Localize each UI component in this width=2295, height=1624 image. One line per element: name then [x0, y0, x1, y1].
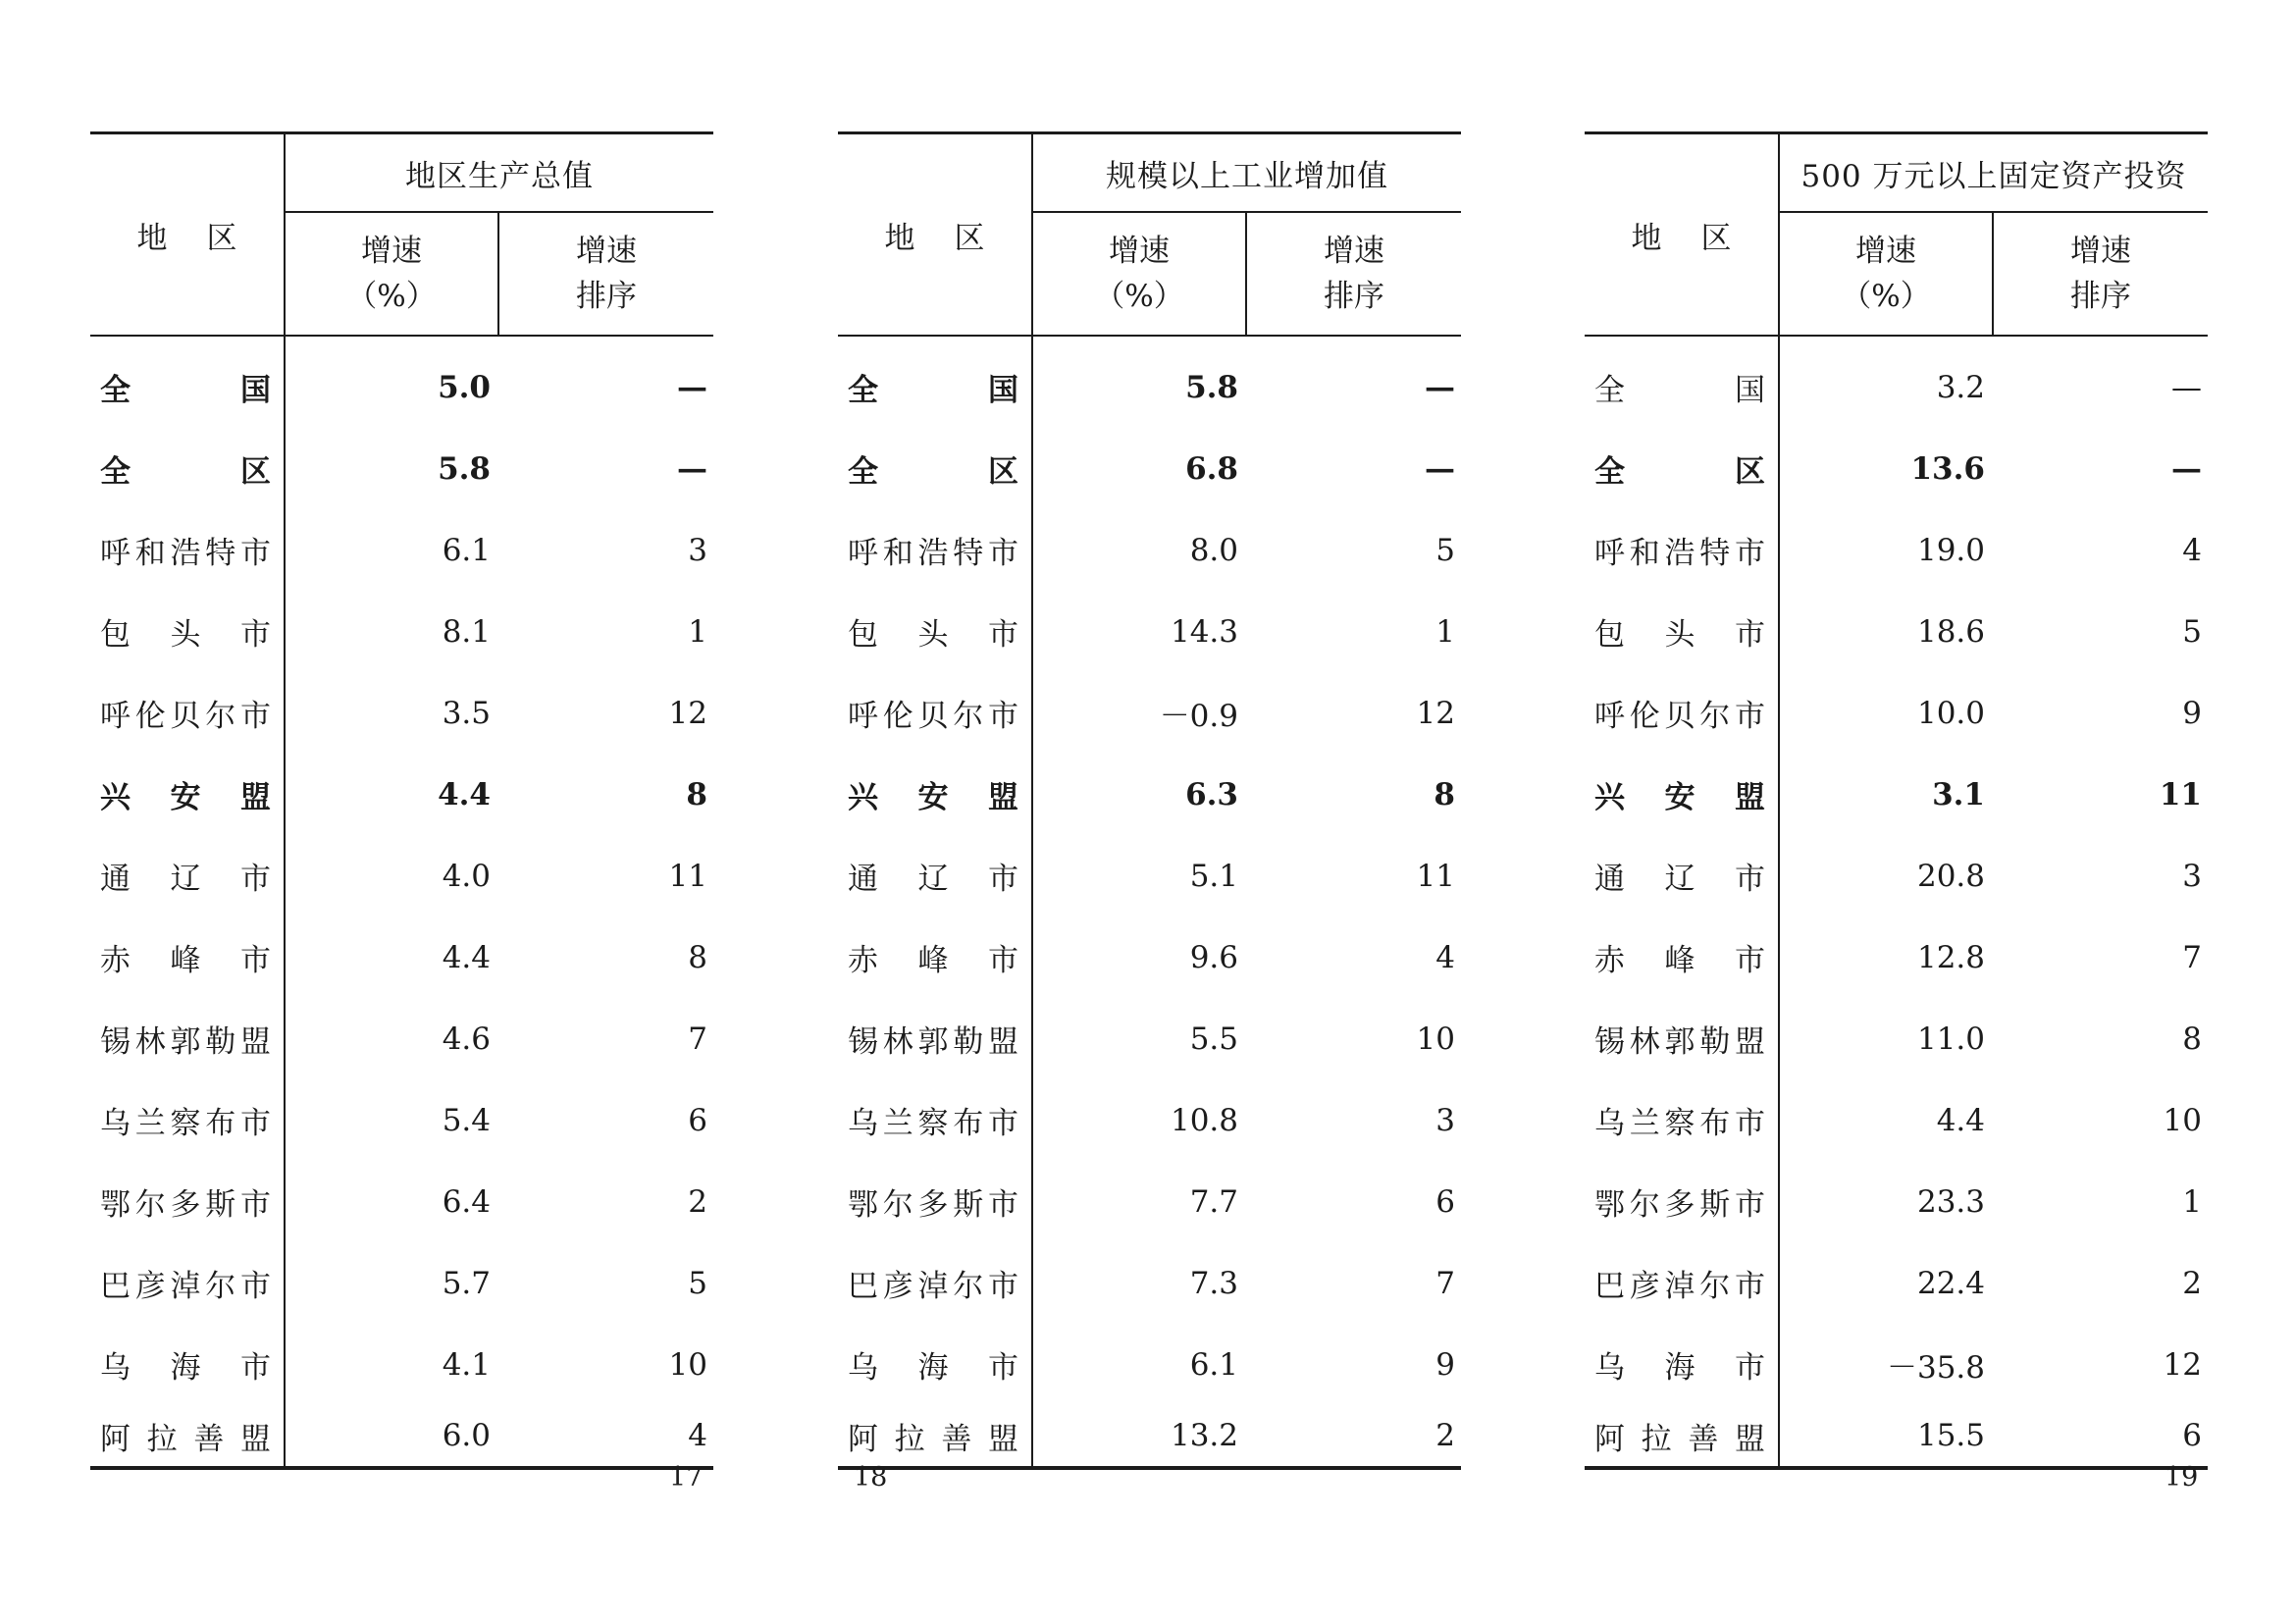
region-name [1585, 1324, 1779, 1405]
table-row [838, 1161, 1461, 1242]
growth-rank-value: 7 [688, 1021, 707, 1057]
growth-rate-header-line: （%） [1094, 279, 1184, 314]
growth-rank-value: 3 [1435, 1102, 1455, 1138]
growth-rank-value: — [1425, 369, 1455, 405]
region-name [1585, 428, 1779, 509]
table-row [90, 1079, 713, 1161]
region-name-text: 全 国 [848, 373, 1018, 408]
region-name-text: 包 头 市 [848, 617, 1018, 653]
table-row [90, 672, 713, 754]
region-name [838, 1161, 1032, 1242]
growth-rank-value: 11 [1416, 858, 1455, 894]
growth-rank-value: 1 [2182, 1183, 2202, 1220]
growth-rank-value: 12 [668, 695, 707, 731]
region-name [838, 1405, 1032, 1468]
table-row [90, 509, 713, 591]
growth-rank-value: 8 [1434, 776, 1455, 812]
region-name [1585, 1242, 1779, 1324]
region-name [90, 428, 285, 509]
growth-rate-value: 13.2 [1170, 1418, 1238, 1453]
growth-rank-value: 9 [1435, 1346, 1455, 1383]
table-row [1585, 1405, 2208, 1468]
table-row [838, 591, 1461, 672]
table-row [838, 1242, 1461, 1324]
table-row [838, 1079, 1461, 1161]
table-row [838, 428, 1461, 509]
region-name-text: 巴 彦 淖 尔 市 [848, 1269, 1018, 1304]
growth-rank-value: 11 [2159, 776, 2202, 812]
growth-rank-value: 1 [1435, 613, 1455, 650]
region-name-text: 包 头 市 [100, 617, 271, 653]
region-name-text: 赤 峰 市 [848, 943, 1018, 978]
table-row [90, 428, 713, 509]
growth-rate-value: 6.4 [442, 1183, 491, 1220]
growth-rate-value: 10.8 [1170, 1102, 1238, 1138]
region-name-text: 乌 兰 察 布 市 [848, 1106, 1018, 1141]
growth-rate-value: 3.2 [1936, 369, 1985, 405]
growth-rate-value: 5.0 [438, 369, 491, 405]
growth-rank-value: 6 [1435, 1183, 1455, 1220]
growth-rank-header [1246, 212, 1461, 336]
region-name [90, 917, 285, 998]
region-name-text: 呼 和 浩 特 市 [848, 536, 1018, 571]
growth-rate-header-line: （%） [1841, 279, 1931, 314]
region-name-text: 兴 安 盟 [1594, 780, 1765, 815]
region-name-text: 全 国 [100, 373, 271, 408]
growth-rate-header-line: 增速 [361, 234, 422, 269]
region-name [1585, 1079, 1779, 1161]
indicator-title: 地区生产总值 [285, 133, 713, 213]
growth-rate-value: 8.0 [1189, 532, 1238, 568]
region-name-text: 通 辽 市 [1594, 862, 1765, 897]
growth-rank-value: 10 [1416, 1021, 1455, 1057]
region-name-text: 呼 和 浩 特 市 [100, 536, 271, 571]
region-name [1585, 754, 1779, 835]
region-name-text: 锡 林 郭 勒 盟 [848, 1024, 1018, 1060]
page-18-table-wrap [838, 131, 1461, 1470]
table-row [90, 917, 713, 998]
growth-rate-value: 10.0 [1916, 695, 1985, 731]
region-name-text: 乌 海 市 [100, 1350, 271, 1386]
growth-rank-header-line: 增速 [2070, 234, 2131, 269]
page-19-table-wrap [1585, 131, 2208, 1470]
growth-rank-value: 9 [2182, 695, 2202, 731]
growth-rank-header-line: 增速 [576, 234, 637, 269]
growth-rank-value: 7 [1435, 1265, 1455, 1301]
region-name [90, 1405, 285, 1468]
statistics-table [1585, 131, 2208, 1470]
region-name [1585, 998, 1779, 1079]
region-name [838, 835, 1032, 917]
table-row [838, 1324, 1461, 1405]
growth-rank-header-line: 排序 [1324, 279, 1384, 314]
growth-rate-value: 5.5 [1189, 1021, 1238, 1057]
region-name-text: 兴 安 盟 [848, 780, 1018, 815]
statistics-table [90, 131, 713, 1470]
region-name-text: 赤 峰 市 [1594, 943, 1765, 978]
growth-rate-value: －35.8 [1886, 1350, 1985, 1386]
growth-rate-value: 22.4 [1916, 1265, 1985, 1301]
region-name [1585, 672, 1779, 754]
region-name-text: 乌 海 市 [1594, 1350, 1765, 1386]
region-name [838, 917, 1032, 998]
growth-rank-value: — [2171, 450, 2202, 487]
region-name [838, 1079, 1032, 1161]
growth-rate-value: 15.5 [1916, 1418, 1985, 1453]
growth-rate-header-line: 增速 [1109, 234, 1170, 269]
region-name [1585, 591, 1779, 672]
page-number: 18 [854, 1462, 888, 1493]
growth-rank-value: 4 [1435, 939, 1455, 975]
growth-rate-header [285, 212, 498, 336]
table-row [1585, 336, 2208, 428]
growth-rate-value: 7.3 [1189, 1265, 1238, 1301]
growth-rank-header-line: 增速 [1324, 234, 1384, 269]
region-name-text: 全 区 [848, 454, 1018, 490]
region-name-text: 鄂 尔 多 斯 市 [1594, 1187, 1765, 1223]
region-name [838, 754, 1032, 835]
growth-rank-value: 12 [2163, 1346, 2202, 1383]
region-name [90, 1079, 285, 1161]
region-name [1585, 336, 1779, 428]
growth-rank-header-line: 排序 [2070, 279, 2131, 314]
growth-rate-value: 6.8 [1185, 450, 1238, 487]
growth-rate-value: 5.8 [438, 450, 491, 487]
growth-rate-value: 9.6 [1189, 939, 1238, 975]
region-name-text: 乌 兰 察 布 市 [1594, 1106, 1765, 1141]
growth-rank-value: 2 [688, 1183, 707, 1220]
page-number: 19 [2165, 1462, 2199, 1493]
region-name-text: 乌 海 市 [848, 1350, 1018, 1386]
region-name-text: 通 辽 市 [100, 862, 271, 897]
table-row [90, 754, 713, 835]
growth-rank-value: 3 [2182, 858, 2202, 894]
region-name [838, 1324, 1032, 1405]
growth-rank-value: 1 [688, 613, 707, 650]
growth-rate-value: 4.4 [442, 939, 491, 975]
table-row [1585, 1161, 2208, 1242]
growth-rank-value: 3 [688, 532, 707, 568]
region-name [1585, 835, 1779, 917]
table-row [838, 917, 1461, 998]
region-name-text: 全 区 [1594, 454, 1765, 490]
growth-rate-value: 6.1 [1189, 1346, 1238, 1383]
growth-rank-header [498, 212, 713, 336]
region-name [1585, 509, 1779, 591]
growth-rate-value: 8.1 [442, 613, 491, 650]
growth-rank-value: — [677, 369, 707, 405]
growth-rank-value: 5 [688, 1265, 707, 1301]
region-name [1585, 1405, 1779, 1468]
region-name [838, 591, 1032, 672]
table-row [838, 754, 1461, 835]
region-name [90, 1242, 285, 1324]
growth-rank-value: — [677, 450, 707, 487]
region-name-text: 锡 林 郭 勒 盟 [100, 1024, 271, 1060]
region-name [90, 998, 285, 1079]
region-name-text: 阿 拉 善 盟 [100, 1421, 271, 1457]
growth-rate-header [1032, 212, 1246, 336]
growth-rank-value: 5 [1435, 532, 1455, 568]
table-row [838, 1405, 1461, 1468]
growth-rate-value: 13.6 [1910, 450, 1985, 487]
region-name-text: 阿 拉 善 盟 [848, 1421, 1018, 1457]
growth-rank-value: 4 [688, 1418, 707, 1453]
growth-rank-value: 10 [2163, 1102, 2202, 1138]
growth-rate-value: 4.4 [438, 776, 491, 812]
growth-rank-value: 12 [1416, 695, 1455, 731]
table-row [1585, 591, 2208, 672]
region-name-text: 赤 峰 市 [100, 943, 271, 978]
growth-rank-value: — [1425, 450, 1455, 487]
growth-rank-value: 11 [668, 858, 707, 894]
growth-rank-header-line: 排序 [576, 279, 637, 314]
growth-rate-value: 5.7 [442, 1265, 491, 1301]
table-row [90, 336, 713, 428]
growth-rank-value: 8 [686, 776, 707, 812]
page-17-table-wrap [90, 131, 713, 1470]
region-name-text: 锡 林 郭 勒 盟 [1594, 1024, 1765, 1060]
region-name [838, 336, 1032, 428]
growth-rank-value: 7 [2182, 939, 2202, 975]
table-row [1585, 754, 2208, 835]
region-name-text: 阿 拉 善 盟 [1594, 1421, 1765, 1457]
table-row [1585, 428, 2208, 509]
growth-rank-value: — [2171, 369, 2202, 405]
table-row [1585, 835, 2208, 917]
region-name [90, 1324, 285, 1405]
region-name [838, 998, 1032, 1079]
growth-rate-value: 5.8 [1185, 369, 1238, 405]
growth-rate-value: 5.1 [1189, 858, 1238, 894]
table-row [838, 998, 1461, 1079]
table-row [90, 998, 713, 1079]
growth-rate-value: 4.6 [442, 1021, 491, 1057]
table-row [1585, 1242, 2208, 1324]
growth-rank-value: 10 [668, 1346, 707, 1383]
table-row [90, 1324, 713, 1405]
growth-rank-header [1993, 212, 2208, 336]
growth-rate-value: 5.4 [442, 1102, 491, 1138]
indicator-title: 规模以上工业增加值 [1032, 133, 1461, 213]
region-name-text: 呼 和 浩 特 市 [1594, 536, 1765, 571]
growth-rank-value: 2 [1435, 1418, 1455, 1453]
region-name [90, 754, 285, 835]
table-row [90, 835, 713, 917]
region-name-text: 呼 伦 贝 尔 市 [848, 699, 1018, 734]
region-column-header: 地区 [90, 133, 285, 337]
region-name-text: 包 头 市 [1594, 617, 1765, 653]
growth-rank-value: 6 [688, 1102, 707, 1138]
growth-rate-value: 4.0 [442, 858, 491, 894]
region-name [90, 591, 285, 672]
region-column-header: 地区 [1585, 133, 1779, 337]
indicator-title: 500 万元以上固定资产投资 [1779, 133, 2208, 213]
growth-rate-header-line: （%） [346, 279, 437, 314]
region-name [838, 672, 1032, 754]
growth-rank-value: 8 [688, 939, 707, 975]
growth-rate-value: －0.9 [1159, 699, 1238, 734]
region-name-text: 呼 伦 贝 尔 市 [100, 699, 271, 734]
growth-rank-value: 5 [2182, 613, 2202, 650]
table-row [838, 672, 1461, 754]
growth-rank-value: 4 [2182, 532, 2202, 568]
growth-rate-value: 6.3 [1185, 776, 1238, 812]
region-name [1585, 1161, 1779, 1242]
region-name-text: 巴 彦 淖 尔 市 [100, 1269, 271, 1304]
table-row [1585, 1324, 2208, 1405]
growth-rate-value: 23.3 [1916, 1183, 1985, 1220]
table-row [838, 509, 1461, 591]
growth-rate-header [1779, 212, 1993, 336]
region-name [90, 336, 285, 428]
table-row [90, 1405, 713, 1468]
growth-rate-value: 18.6 [1916, 613, 1985, 650]
growth-rate-value: 4.1 [442, 1346, 491, 1383]
table-row [1585, 1079, 2208, 1161]
region-name-text: 鄂 尔 多 斯 市 [848, 1187, 1018, 1223]
growth-rate-header-line: 增速 [1855, 234, 1916, 269]
growth-rate-value: 20.8 [1916, 858, 1985, 894]
growth-rate-value: 3.5 [442, 695, 491, 731]
region-name-text: 通 辽 市 [848, 862, 1018, 897]
table-row [90, 1161, 713, 1242]
region-name-text: 鄂 尔 多 斯 市 [100, 1187, 271, 1223]
table-row [838, 336, 1461, 428]
table-row [1585, 998, 2208, 1079]
growth-rank-value: 6 [2182, 1418, 2202, 1453]
region-name-text: 全 区 [100, 454, 271, 490]
growth-rate-value: 12.8 [1916, 939, 1985, 975]
region-name [90, 835, 285, 917]
statistics-table [838, 131, 1461, 1470]
growth-rate-value: 7.7 [1189, 1183, 1238, 1220]
table-row [1585, 672, 2208, 754]
table-row [838, 835, 1461, 917]
region-name-text: 兴 安 盟 [100, 780, 271, 815]
table-row [90, 591, 713, 672]
region-name [90, 672, 285, 754]
growth-rate-value: 4.4 [1936, 1102, 1985, 1138]
growth-rate-value: 14.3 [1170, 613, 1238, 650]
table-row [1585, 917, 2208, 998]
growth-rate-value: 11.0 [1916, 1021, 1985, 1057]
region-name [838, 509, 1032, 591]
growth-rate-value: 19.0 [1916, 532, 1985, 568]
region-name-text: 巴 彦 淖 尔 市 [1594, 1269, 1765, 1304]
region-name-text: 乌 兰 察 布 市 [100, 1106, 271, 1141]
page-number: 17 [669, 1462, 704, 1493]
region-name [90, 1161, 285, 1242]
region-name-text: 呼 伦 贝 尔 市 [1594, 699, 1765, 734]
table-row [1585, 509, 2208, 591]
growth-rate-value: 6.1 [442, 532, 491, 568]
growth-rank-value: 8 [2182, 1021, 2202, 1057]
region-name-text: 全 国 [1594, 373, 1765, 408]
region-name [1585, 917, 1779, 998]
region-name [838, 1242, 1032, 1324]
region-name [838, 428, 1032, 509]
growth-rate-value: 3.1 [1932, 776, 1985, 812]
growth-rate-value: 6.0 [442, 1418, 491, 1453]
growth-rank-value: 2 [2182, 1265, 2202, 1301]
region-name [90, 509, 285, 591]
table-row [90, 1242, 713, 1324]
region-column-header: 地区 [838, 133, 1032, 337]
